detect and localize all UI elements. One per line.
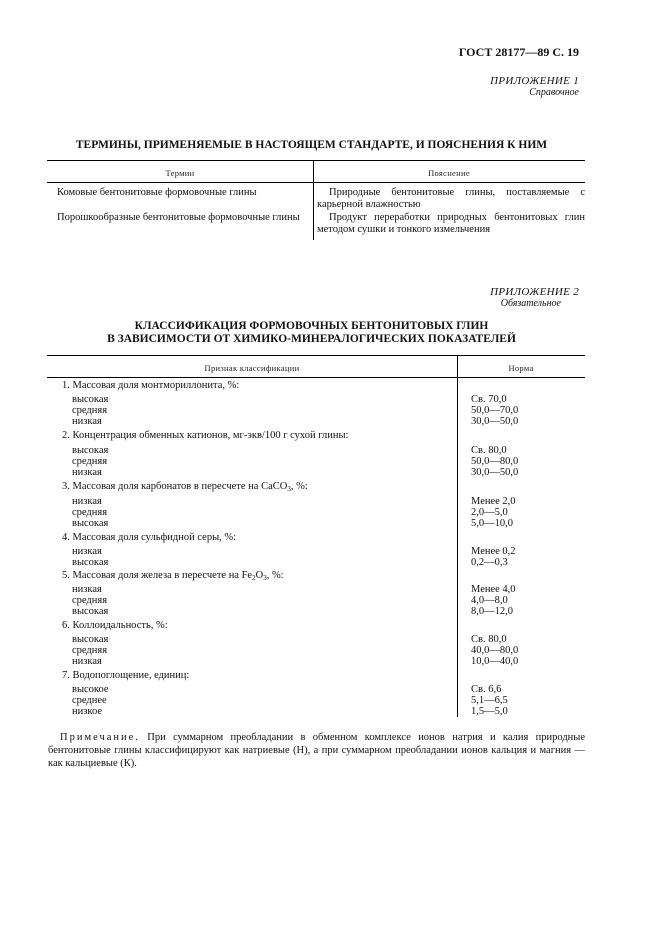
criterion-text: 3. Массовая доля карбонатов в пересчете на CaCO <box>62 481 288 492</box>
norm-value: Св. 70,0 <box>471 394 507 405</box>
criterion <box>62 481 308 492</box>
level-label: низкая <box>72 416 102 427</box>
term-cell: Комовые бентонитовые формовочные глины <box>57 187 257 198</box>
norm-value: Св. 6,6 <box>471 684 502 695</box>
norm-value: Св. 80,0 <box>471 634 507 645</box>
level-label: высокая <box>72 634 109 645</box>
criterion-subscript: 3 <box>263 574 267 582</box>
criterion-subscript: 2 <box>252 574 256 582</box>
level-label: средняя <box>72 456 108 467</box>
level-label: высокая <box>72 394 109 405</box>
appendix1-status: Справочное <box>529 87 579 98</box>
level-label: низкое <box>72 706 102 717</box>
classification-note <box>48 731 585 770</box>
norm-value: 4,0—8,0 <box>471 595 508 606</box>
criterion: 6. Коллоидальность, %: <box>62 620 168 631</box>
level-label: низкая <box>72 584 102 595</box>
criterion: 7. Водопоглощение, единиц: <box>62 670 190 681</box>
norm-value: 5,1—6,5 <box>471 695 508 706</box>
level-label: низкая <box>72 546 102 557</box>
norm-value: Менее 2,0 <box>471 496 516 507</box>
level-label: высокое <box>72 684 109 695</box>
norm-value: 30,0—50,0 <box>471 416 519 427</box>
explanation-cell: Продукт переработки природных бентонитовых глин методом сушки и тонкого измельчения <box>317 212 585 235</box>
appendix2-title-line2: В ЗАВИСИМОСТИ ОТ ХИМИКО-МИНЕРАЛОГИЧЕСКИХ ПОКАЗАТЕЛЕЙ <box>107 333 516 345</box>
level-label: средняя <box>72 405 108 416</box>
norm-value: Св. 80,0 <box>471 445 507 456</box>
note-label: Примечание. <box>60 732 140 743</box>
explanation-cell: Природные бентонитовые глины, поставляемые с карьерной влажностью <box>317 187 585 210</box>
norm-value: 40,0—80,0 <box>471 645 519 656</box>
page-header: ГОСТ 28177—89 С. 19 <box>458 45 579 59</box>
term-cell: Порошкообразные бентонитовые формовочные глины <box>57 212 300 223</box>
norm-value: 2,0—5,0 <box>471 507 508 518</box>
norm-value: 10,0—40,0 <box>471 656 519 667</box>
column-header-criterion: Признак классификации <box>204 363 300 373</box>
criterion-mid: O <box>255 570 264 581</box>
level-label: низкая <box>72 496 102 507</box>
level-label: высокая <box>72 518 109 529</box>
appendix1-label: ПРИЛОЖЕНИЕ 1 <box>490 75 579 87</box>
criterion <box>62 570 284 581</box>
column-header-norm: Норма <box>508 363 534 373</box>
appendix2-label: ПРИЛОЖЕНИЕ 2 <box>490 286 579 298</box>
criterion-subscript: 3 <box>287 485 291 493</box>
level-label: высокая <box>72 606 109 617</box>
level-label: средняя <box>72 645 108 656</box>
criterion-tail: , %: <box>290 481 308 492</box>
norm-value: Менее 0,2 <box>471 546 516 557</box>
column-header-term: Термин <box>165 168 195 178</box>
level-label: низкая <box>72 467 102 478</box>
note-text: При суммарном преобладании в обменном комплексе ионов натрия и калия природные бентонитовые глины классифицируют как натриевые (Н), а при суммарном преобладании ионов кальция и магния — как кальциевые (К). <box>48 732 585 769</box>
norm-value: 30,0—50,0 <box>471 467 519 478</box>
level-label: высокая <box>72 557 109 568</box>
appendix2-status: Обязательное <box>500 298 561 309</box>
criterion-text: 5. Массовая доля железа в пересчете на Fe <box>62 570 253 581</box>
appendix1-title: ТЕРМИНЫ, ПРИМЕНЯЕМЫЕ В НАСТОЯЩЕМ СТАНДАРТЕ, И ПОЯСНЕНИЯ К НИМ <box>75 139 548 151</box>
norm-value: 50,0—70,0 <box>471 405 519 416</box>
level-label: высокая <box>72 445 109 456</box>
level-label: средняя <box>72 595 108 606</box>
norm-value: 1,5—5,0 <box>471 706 508 717</box>
appendix2-title-line1: КЛАССИФИКАЦИЯ ФОРМОВОЧНЫХ БЕНТОНИТОВЫХ ГЛИН <box>134 320 489 332</box>
norm-value: 5,0—10,0 <box>471 518 513 529</box>
criterion: 1. Массовая доля монтмориллонита, %: <box>62 380 240 391</box>
criterion-tail: , %: <box>266 570 284 581</box>
level-label: средняя <box>72 507 108 518</box>
norm-value: 8,0—12,0 <box>471 606 513 617</box>
norm-value: 50,0—80,0 <box>471 456 519 467</box>
criterion: 2. Концентрация обменных катионов, мг-экв/100 г сухой глины: <box>62 430 349 441</box>
column-header-explanation: Пояснение <box>428 168 470 178</box>
norm-value: Менее 4,0 <box>471 584 516 595</box>
criterion: 4. Массовая доля сульфидной серы, %: <box>62 532 237 543</box>
norm-value: 0,2—0,3 <box>471 557 508 568</box>
level-label: низкая <box>72 656 102 667</box>
level-label: среднее <box>72 695 107 706</box>
